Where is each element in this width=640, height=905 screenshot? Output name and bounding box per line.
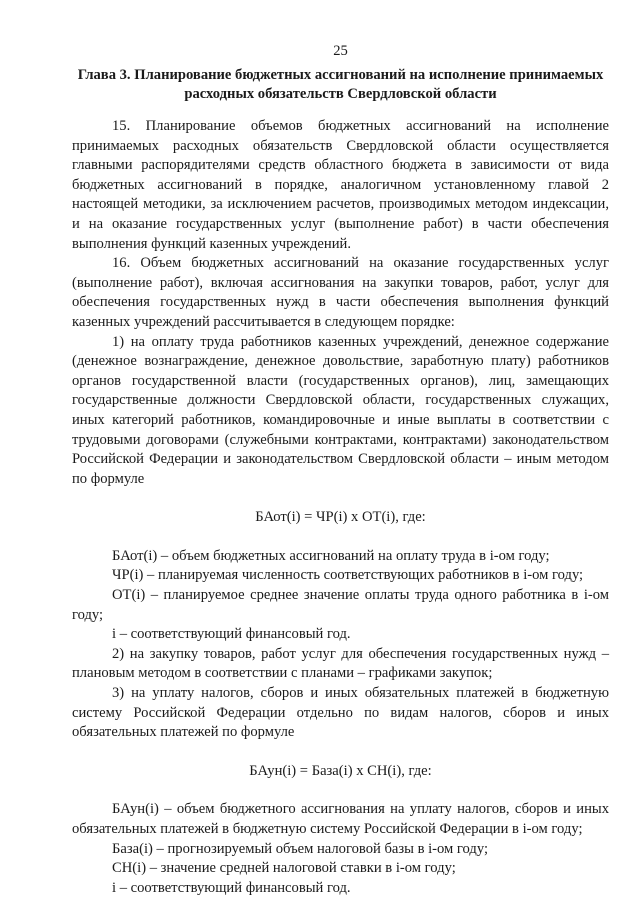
definition-chr: ЧР(i) – планируемая численность соответствующих работников в i-ом году;: [112, 567, 584, 584]
document-body: [72, 117, 609, 898]
definition-sn: СН(i) – значение средней налоговой ставки в i-ом году;: [112, 860, 456, 877]
definition-ot: ОТ(i) – планируемое среднее значение оплаты труда одного работника в i-ом году;: [72, 587, 609, 623]
formula-salary: БАот(i) = ЧР(i) х ОТ(i), где:: [255, 509, 426, 526]
item-3: 3) на уплату налогов, сборов и иных обязательных платежей в бюджетную систему Российской Федерации отдельно по видам налогов, сборов и иных обязательных платежей по формуле: [72, 685, 609, 741]
item-2: 2) на закупку товаров, работ услуг для обеспечения государственных нужд – плановым методом в соответствии с планами – графиками закупок;: [72, 645, 609, 682]
definition-base: База(i) – прогнозируемый объем налоговой базы в i-ом году;: [112, 840, 489, 857]
definition-i-year: i – соответствующий финансовый год.: [112, 626, 351, 643]
page-number: 25: [333, 43, 348, 59]
chapter-title: Глава 3. Планирование бюджетных ассигнований на исполнение принимаемых расходных обязательств Свердловской области: [77, 67, 604, 102]
definition-ba-un: БАун(i) – объем бюджетного ассигнования на уплату налогов, сборов и иных обязательных платежей в бюджетную систему Российской Федерации в i-ом году;: [72, 801, 609, 837]
formula-taxes: БАун(i) = База(i) х СН(i), где:: [249, 762, 432, 779]
paragraph-15: 15. Планирование объемов бюджетных ассигнований на исполнение принимаемых расходных обязательств Свердловской области осуществляется главными распорядителями средств областного бюджета в зависимости от вида бюджетных ассигнований в порядке, аналогичном установленному главой 2 настоящей методики, за исключением расчетов, производимых методом индексации, и на оказание государственных услуг (выполнение работ) в части обеспечения выполнения функций казенных учреждений.: [72, 118, 609, 252]
definition-ba-ot: БАот(i) – объем бюджетных ассигнований на оплату труда в i-ом году;: [112, 547, 550, 564]
paragraph-16: 16. Объем бюджетных ассигнований на оказание государственных услуг (выполнение работ), включая ассигнования на закупки товаров, работ, услуг для обеспечения государственных нужд в части обеспечения выполнения функций казенных учреждений рассчитывается в следующем порядке:: [72, 255, 609, 330]
item-1: 1) на оплату труда работников казенных учреждений, денежное содержание (денежное вознаграждение, денежное довольствие, заработную плату) работников органов государственной власти (государственных органов), лиц, замещающих государственные должности Свердловской области, государственных служащих, иных категорий работников, командировочные и иные выплаты в соответствии с трудовыми договорами (служебными контрактами, контрактами) законодательством Российской Федерации и законодательством Свердловской области – иным методом по формуле: [72, 333, 609, 487]
definition-i-year-2: i – соответствующий финансовый год.: [112, 879, 351, 896]
